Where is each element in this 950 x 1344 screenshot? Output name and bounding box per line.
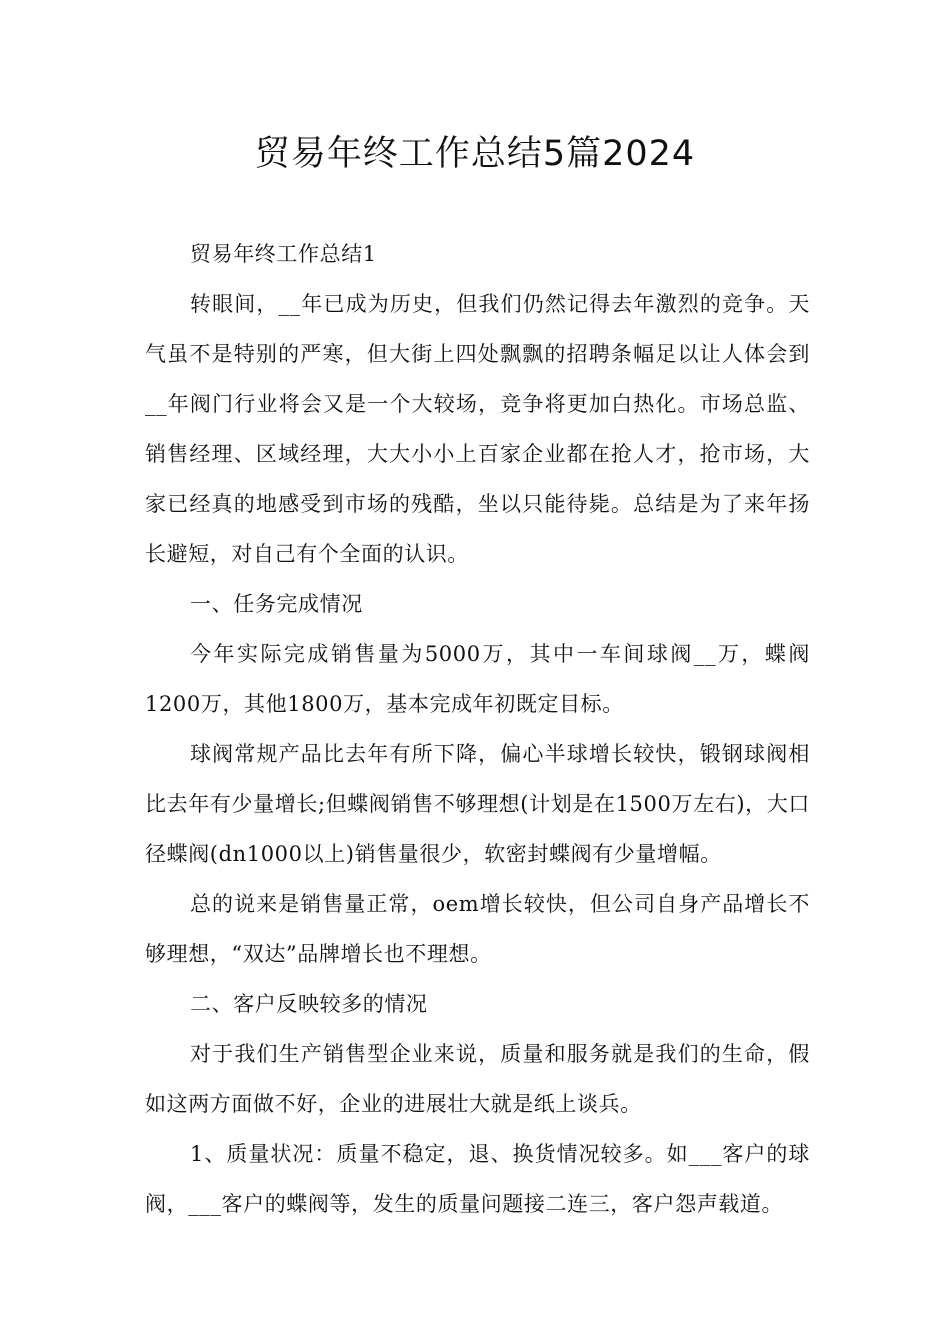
paragraph-product-trends: 球阀常规产品比去年有所下降，偏心半球增长较快，锻钢球阀相比去年有少量增长;但蝶阀销售不够理想(计划是在1500万左右)，大口径蝶阀(dn1000以上)销售量很少，软密封蝶阀有少量增幅。 <box>145 742 810 866</box>
paragraph-quality-status: 1、质量状况：质量不稳定，退、换货情况较多。如___客户的球阀，___客户的蝶阀等，发生的质量问题接二连三，客户怨声载道。 <box>145 1142 810 1216</box>
paragraph-quality-service: 对于我们生产销售型企业来说，质量和服务就是我们的生命，假如这两方面做不好，企业的进展壮大就是纸上谈兵。 <box>145 1042 810 1116</box>
document-title: 贸易年终工作总结5篇2024 <box>254 134 696 174</box>
section-heading-customer-feedback: 二、客户反映较多的情况 <box>190 992 428 1016</box>
paragraph-intro: 转眼间，__年已成为历史，但我们仍然记得去年激烈的竞争。天气虽不是特别的严寒，但大街上四处飘飘的招聘条幅足以让人体会到__年阀门行业将会又是一个大较场，竞争将更加白热化。市场总监、销售经理、区域经理，大大小小上百家企业都在抢人才，抢市场，大家已经真的地感受到市场的残酷，坐以只能待毙。总结是为了来年扬长避短，对自己有个全面的认识。 <box>145 292 810 566</box>
document-body <box>145 229 810 1229</box>
paragraph-overall-sales: 总的说来是销售量正常，oem增长较快，但公司自身产品增长不够理想，“双达”品牌增长也不理想。 <box>145 892 810 966</box>
paragraph-sales-volume: 今年实际完成销售量为5000万，其中一车间球阀__万，蝶阀1200万，其他1800万，基本完成年初既定目标。 <box>145 642 810 716</box>
section-heading-task-completion: 一、任务完成情况 <box>190 592 363 616</box>
section-heading-summary-1: 贸易年终工作总结1 <box>190 242 377 266</box>
